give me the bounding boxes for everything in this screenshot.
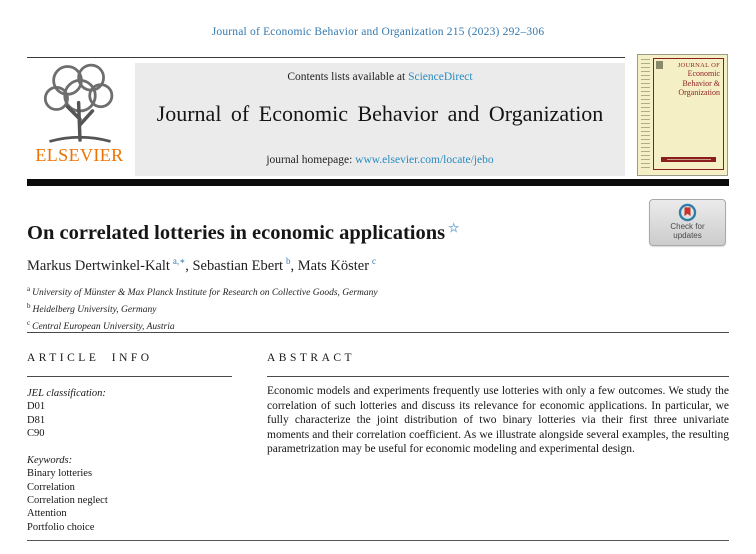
keywords-label: Keywords: — [27, 455, 73, 467]
affiliation: $^b$ Heidelberg University, Germany — [27, 302, 157, 316]
article-title-text: On correlated lotteries in economic applications — [27, 222, 446, 244]
footnote-star-link[interactable]: ☆ — [448, 221, 460, 235]
article-info-column — [27, 387, 232, 534]
keywords-block — [27, 454, 232, 534]
jel-code: D81 — [27, 414, 46, 426]
article-info-rule — [27, 376, 232, 377]
affiliation: $^a$ University of Münster & Max Planck Institute for Research on Collective Goods, Germany — [27, 285, 378, 299]
author-affiliation-mark: c — [371, 256, 376, 266]
bottom-rule — [27, 540, 729, 541]
abstract-text: Economic models and experiments frequently use lotteries with only a few outcomes. We study the correlation of such lotteries and discuss its relevance for economic applications. In particular, we fully characterize the joint distribution of two binary lotteries via their first three univariate moments and their correlation coefficient. As we illustrate alongside several examples, the resulting parametrization may be useful for economic modeling and experimental design. — [267, 385, 729, 456]
article-info-header: ARTICLE INFO — [27, 352, 153, 364]
affiliation-list — [27, 283, 378, 334]
affiliation: $^c$ Central European University, Austria — [27, 319, 175, 333]
author — [192, 258, 297, 274]
cover-title — [664, 62, 720, 97]
journal-title: Journal of Economic Behavior and Organization — [156, 101, 604, 126]
cover-title-line: JOURNAL OF — [677, 62, 720, 69]
header-divider-bar — [27, 179, 729, 186]
author — [27, 258, 192, 274]
homepage-line — [135, 154, 625, 166]
crossmark-icon — [650, 203, 725, 222]
abstract-header: ABSTRACT — [267, 352, 356, 364]
contents-line-prefix: Contents lists available at — [287, 71, 409, 83]
jel-code: C90 — [27, 427, 45, 439]
cover-title-line: Economic — [687, 69, 720, 79]
running-head: Journal of Economic Behavior and Organization 215 (2023) 292–306 — [211, 26, 545, 38]
author-affiliation-mark: a,∗ — [172, 256, 186, 266]
keyword: Binary lotteries — [27, 468, 93, 480]
cover-title-line: Organization — [678, 87, 720, 97]
check-for-updates-label: Check for updates — [670, 222, 705, 241]
keyword: Correlation — [27, 481, 75, 493]
header-top-rule — [27, 57, 625, 58]
cover-title-box — [653, 58, 724, 170]
keyword: Correlation neglect — [27, 495, 108, 507]
author-affiliation-mark: b — [286, 256, 291, 266]
cover-spine-text — [641, 59, 650, 171]
elsevier-wordmark: ELSEVIER — [35, 145, 124, 165]
jel-classification-label: JEL classification: — [27, 388, 106, 399]
abstract-rule — [267, 376, 729, 377]
jel-code: D01 — [27, 401, 46, 413]
check-for-updates-badge[interactable] — [649, 199, 726, 246]
elsevier-logo[interactable] — [27, 61, 132, 175]
author-name: Sebastian Ebert — [192, 257, 284, 274]
author-name: Mats Köster — [297, 257, 370, 274]
section-divider-rule — [27, 332, 729, 333]
journal-header-banner — [135, 63, 625, 176]
author-list — [27, 256, 376, 275]
homepage-link[interactable]: www.elsevier.com/locate/jebo — [355, 154, 494, 166]
author — [298, 258, 376, 274]
keyword: Portfolio choice — [27, 521, 95, 533]
cover-emblem-icon — [656, 61, 663, 69]
journal-cover-thumbnail[interactable] — [637, 54, 728, 176]
elsevier-tree-icon — [27, 61, 132, 147]
author-separator: , — [185, 257, 193, 274]
cover-title-line: Behavior & — [682, 78, 720, 88]
cover-bottom-banner — [661, 157, 716, 162]
author-separator: , — [290, 257, 298, 274]
keyword: Attention — [27, 508, 67, 520]
contents-line — [135, 71, 625, 83]
sciencedirect-link[interactable]: ScienceDirect — [408, 71, 473, 83]
article-title — [27, 220, 459, 245]
author-name: Markus Dertwinkel-Kalt — [27, 257, 170, 274]
homepage-prefix: journal homepage: — [266, 154, 356, 166]
